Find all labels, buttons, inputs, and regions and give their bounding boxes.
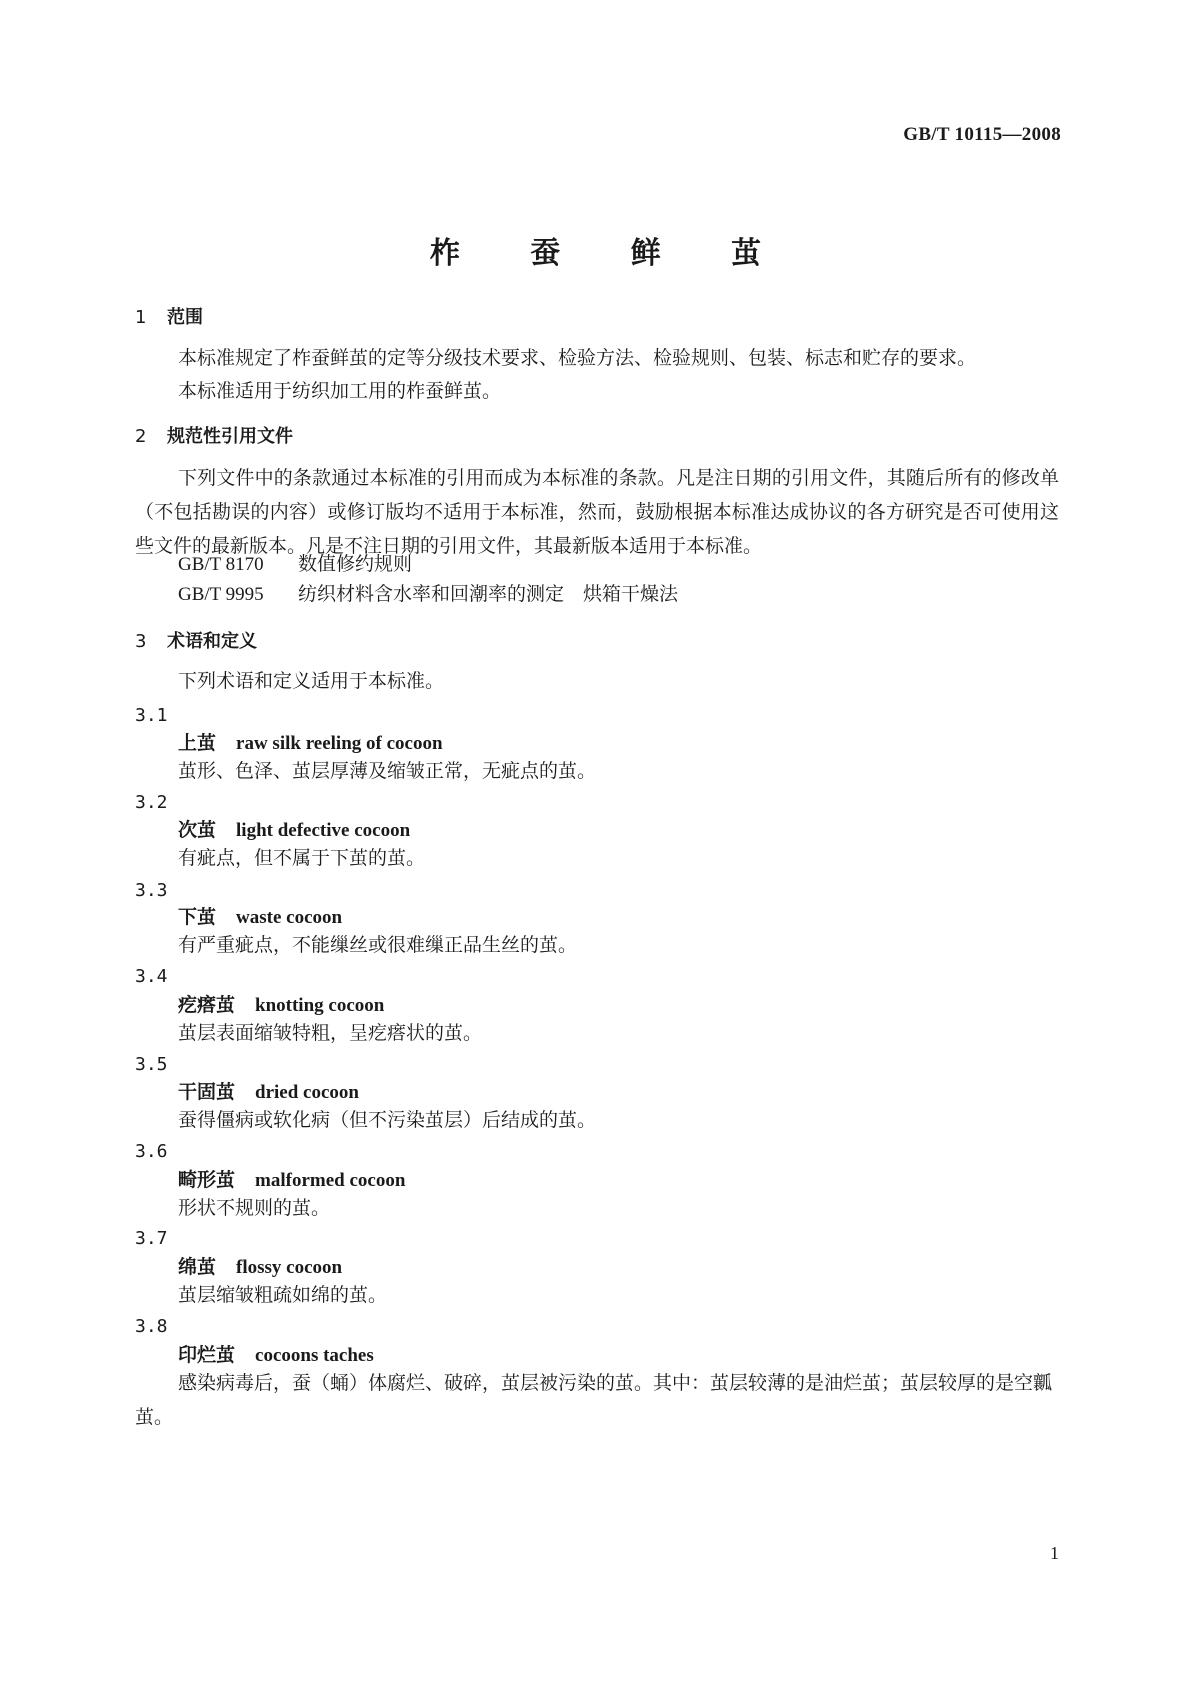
term-en: light defective cocoon (236, 820, 411, 841)
term-definition: 茧层缩皱粗疏如绵的茧。 (178, 1284, 388, 1306)
section-1-paragraph: 本标准适用于纺织加工用的柞蚕鲜茧。 (178, 380, 502, 402)
term-zh: 干固茧 (178, 1081, 236, 1103)
document-title: 柞 蚕 鲜 茧 (429, 236, 792, 271)
reference-title: 数值修约规则 (298, 553, 413, 575)
term-zh: 上茧 (178, 732, 217, 754)
section-2-heading (135, 422, 293, 448)
term-definition: 茧层表面缩皱特粗，呈疙瘩状的茧。 (178, 1022, 483, 1044)
section-1-heading (135, 303, 203, 329)
term-definition: 蚕得僵病或软化病（但不污染茧层）后结成的茧。 (178, 1109, 597, 1131)
term-en: malformed cocoon (255, 1170, 406, 1191)
term-definition: 茧形、色泽、茧层厚薄及缩皱正常，无疵点的茧。 (178, 760, 597, 782)
term-en: flossy cocoon (236, 1257, 343, 1278)
section-title: 范围 (167, 307, 203, 328)
term-entry (178, 1165, 405, 1192)
term-en: waste cocoon (236, 907, 343, 928)
reference-title: 纺织材料含水率和回潮率的测定 烘箱干燥法 (298, 583, 679, 605)
page-number: 1 (1050, 1543, 1059, 1563)
term-zh: 下茧 (178, 906, 217, 928)
term-definition: 形状不规则的茧。 (178, 1197, 331, 1219)
term-definition: 感染病毒后，蚕（蛹）体腐烂、破碎，茧层被污染的茧。其中：茧层较薄的是油烂茧；茧层较厚的是空瓤茧。 (135, 1372, 1053, 1428)
reference-entry (178, 578, 678, 611)
clause-number: 3.4 (135, 966, 168, 987)
term-entry (178, 990, 384, 1017)
term-entry (178, 1252, 342, 1279)
clause-number: 3.8 (135, 1316, 168, 1337)
term-zh: 畸形茧 (178, 1169, 236, 1191)
section-2-paragraph: 下列文件中的条款通过本标准的引用而成为本标准的条款。凡是注日期的引用文件，其随后所有的修改单（不包括勘误的内容）或修订版均不适用于本标准，然而，鼓励根据本标准达成协议的各方研究是否可使用这些文件的最新版本。凡是不注日期的引用文件，其最新版本适用于本标准。 (135, 467, 1059, 557)
section-number: 2 (135, 426, 147, 447)
clause-number: 3.6 (135, 1141, 168, 1162)
term-zh: 次茧 (178, 819, 217, 841)
clause-number: 3.2 (135, 792, 168, 813)
standard-number: GB/T 10115—2008 (903, 124, 1061, 145)
reference-code: GB/T 9995 (178, 584, 264, 605)
section-number: 1 (135, 307, 147, 328)
section-title: 规范性引用文件 (167, 426, 293, 447)
term-entry (178, 728, 443, 755)
term-en: knotting cocoon (255, 995, 385, 1016)
term-en: dried cocoon (255, 1082, 359, 1103)
clause-number: 3.5 (135, 1054, 168, 1075)
clause-number: 3.1 (135, 705, 168, 726)
section-1-paragraph: 本标准规定了柞蚕鲜茧的定等分级技术要求、检验方法、检验规则、包装、标志和贮存的要求。 (178, 347, 977, 369)
section-title: 术语和定义 (167, 631, 257, 652)
term-entry (178, 1340, 374, 1367)
section-3-intro: 下列术语和定义适用于本标准。 (178, 670, 445, 692)
term-entry (178, 902, 342, 929)
section-3-heading (135, 627, 257, 653)
section-number: 3 (135, 631, 147, 652)
term-zh: 印烂茧 (178, 1344, 236, 1366)
term-definition: 有严重疵点，不能缫丝或很难缫正品生丝的茧。 (178, 934, 578, 956)
reference-entry (178, 548, 412, 581)
clause-number: 3.7 (135, 1228, 168, 1249)
term-en: raw silk reeling of cocoon (236, 733, 443, 754)
term-entry (178, 1077, 359, 1104)
term-zh: 绵茧 (178, 1256, 217, 1278)
reference-code: GB/T 8170 (178, 554, 264, 575)
term-entry (178, 815, 410, 842)
term-definition: 有疵点，但不属于下茧的茧。 (178, 847, 426, 869)
term-en: cocoons taches (255, 1345, 374, 1366)
term-zh: 疙瘩茧 (178, 994, 236, 1016)
clause-number: 3.3 (135, 880, 168, 901)
